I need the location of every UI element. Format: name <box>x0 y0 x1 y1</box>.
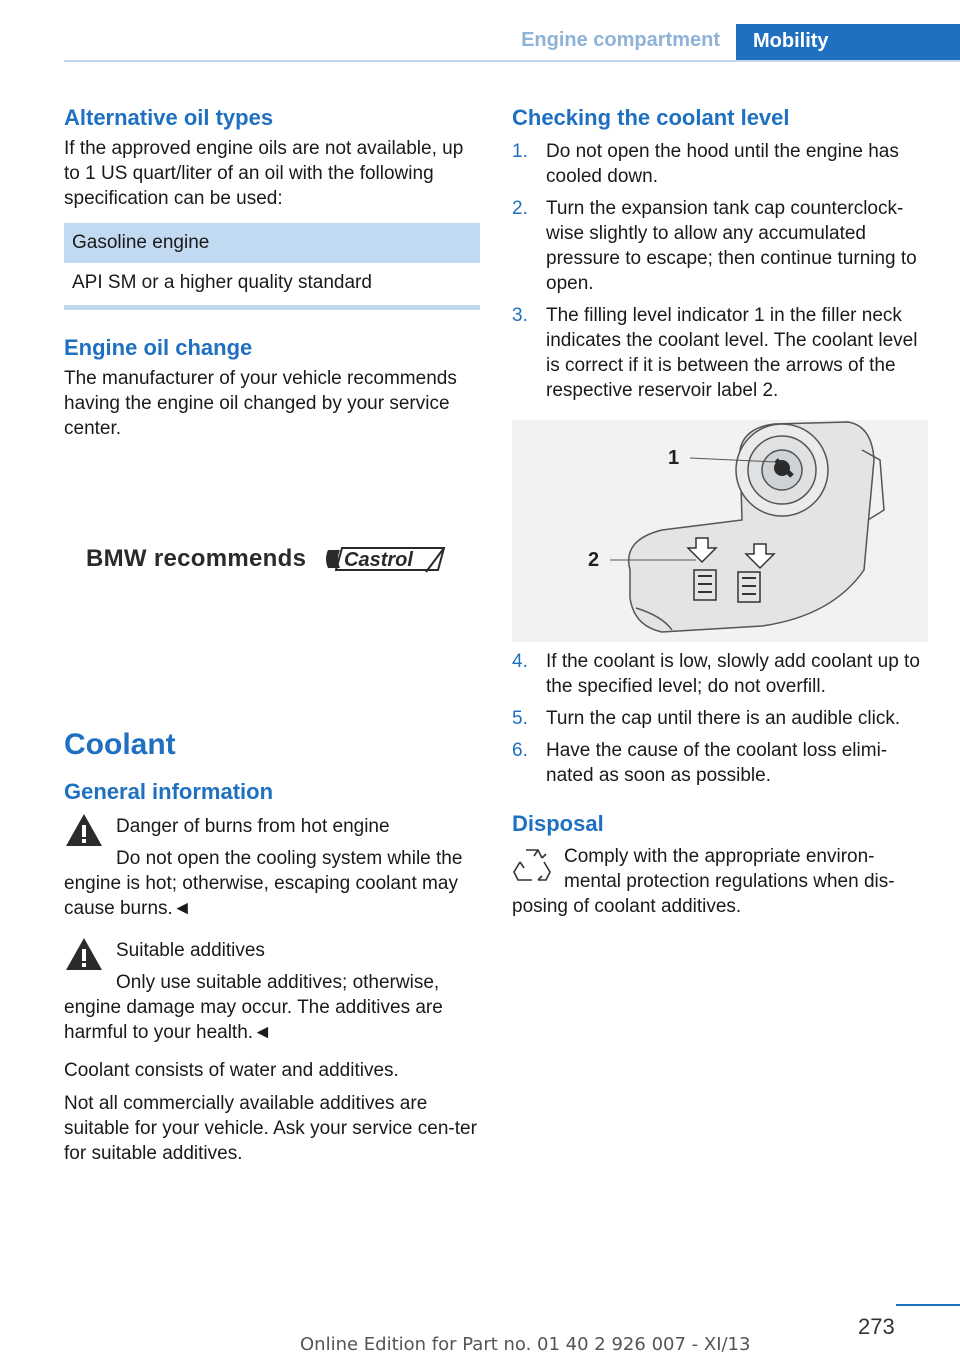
step-text: If the coolant is low, slowly add coolant up to the specified level; do not overfill. <box>546 651 920 697</box>
callout-label-2: 2 <box>588 549 600 571</box>
footer-edition-note: Online Edition for Part no. 01 40 2 926 007 - XI/13 <box>300 1334 751 1355</box>
list-item <box>512 649 928 699</box>
header-chapter-tab: Mobility <box>736 24 960 62</box>
warning-title: Suitable additives <box>116 940 265 961</box>
table-cell: API SM or a higher quality standard <box>72 272 372 293</box>
disposal-text-continued: posing of coolant additives. <box>512 896 742 917</box>
step-number: 3. <box>512 305 528 326</box>
step-text: Turn the cap until there is an audible click. <box>546 708 901 729</box>
alt-oil-text: If the approved engine oils are not available, up to 1 US quart/liter of an oil with the following specification can be used: <box>64 138 464 209</box>
oil-change-text: The manufacturer of your vehicle recommends having the engine oil changed by your service center. <box>64 368 457 439</box>
step-number: 6. <box>512 740 528 761</box>
recycle-icon <box>512 844 552 884</box>
logo-text: BMW recommends <box>86 545 307 572</box>
list-item <box>512 706 928 731</box>
castrol-logo-mark <box>322 542 450 576</box>
step-number: 5. <box>512 708 528 729</box>
castrol-logo <box>86 539 480 579</box>
oil-spec-table <box>64 223 480 303</box>
svg-text:Castrol: Castrol <box>344 549 414 571</box>
step-text: Have the cause of the coolant loss elimi‐nated as soon as possible. <box>546 740 888 786</box>
steps-list <box>512 139 928 403</box>
warning-additives <box>64 938 480 1045</box>
warning-text: Do not open the cooling system while the engine is hot; otherwise, escaping coolant may cause burns.◄ <box>64 848 463 919</box>
header-section-title: Engine compartment <box>521 29 720 51</box>
right-column <box>512 104 928 919</box>
check-coolant-heading: Checking the coolant level <box>512 105 790 130</box>
step-number: 1. <box>512 141 528 162</box>
header-rule <box>64 60 960 62</box>
disposal-text: Comply with the appropriate environ‐mental protection regulations when dis‐ <box>564 846 895 892</box>
list-item <box>512 139 928 189</box>
disposal-note <box>512 844 928 919</box>
steps-list <box>512 649 928 788</box>
general-info-heading: General information <box>64 779 274 804</box>
additives-advice-text: Not all commercially available additives are suitable for your vehicle. Ask your service cen‐ter for suitable additives. <box>64 1093 477 1164</box>
warning-hot-engine <box>64 814 480 921</box>
coolant-heading: Coolant <box>64 728 176 761</box>
list-item <box>512 196 928 296</box>
warning-text: Only use suitable additives; otherwise, engine damage may occur. The additives are harmful to your health.◄ <box>64 972 443 1043</box>
step-text: The filling level indicator 1 in the filler neck indicates the coolant level. The coolant level is correct if it is between the arrows of the respective reservoir label 2. <box>546 305 918 401</box>
step-number: 4. <box>512 651 528 672</box>
table-header: Gasoline engine <box>64 223 480 263</box>
table-rule <box>64 305 480 310</box>
oil-change-heading: Engine oil change <box>64 335 253 360</box>
footer-rule <box>896 1304 960 1306</box>
coolant-composition-text: Coolant consists of water and additives. <box>64 1060 399 1081</box>
list-item <box>512 303 928 403</box>
warning-triangle-icon <box>64 812 104 848</box>
warning-triangle-icon <box>64 936 104 972</box>
left-column <box>64 104 480 1166</box>
alt-oil-heading: Alternative oil types <box>64 105 274 130</box>
disposal-heading: Disposal <box>512 811 604 836</box>
page-number: 273 <box>858 1314 895 1339</box>
coolant-reservoir-illustration <box>512 420 928 642</box>
coolant-reservoir-figure <box>512 420 928 642</box>
step-text: Turn the expansion tank cap counterclock‐wise slightly to allow any accumulated pressure to escape; then continue turning to open. <box>546 198 917 294</box>
list-item <box>512 738 928 788</box>
warning-title: Danger of burns from hot engine <box>116 816 390 837</box>
step-text: Do not open the hood until the engine has cooled down. <box>546 141 899 187</box>
step-number: 2. <box>512 198 528 219</box>
callout-label-1: 1 <box>668 447 680 469</box>
